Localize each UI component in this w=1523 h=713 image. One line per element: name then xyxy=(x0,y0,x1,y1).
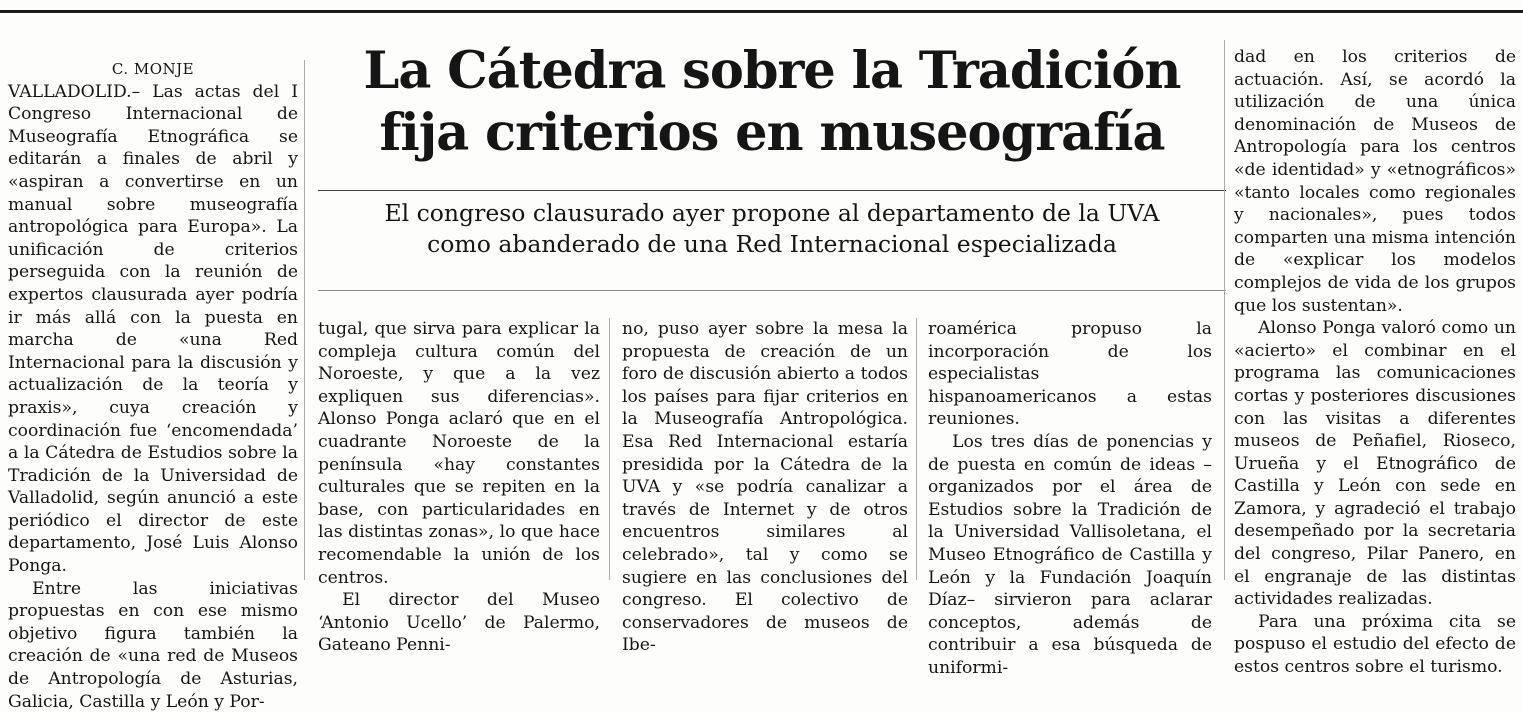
headline-line-2: fija criterios en museografía xyxy=(379,103,1165,163)
column-divider xyxy=(1224,40,1225,580)
column-divider xyxy=(304,60,305,580)
paragraph: dad en los criterios de actuación. Así, se acordó la utilización de una única denominación de Museos de Antropología para los centros «de identidad» y «etnográficos» «tanto locales como regionales y nacionales», pues todos comparten una misma intención de «explicar los modelos complejos de vida de los grupos que los sustentan». xyxy=(1234,47,1516,316)
column-3 xyxy=(622,318,908,657)
paragraph: Para una próxima cita se pospuso el estudio del efecto de estos centros sobre el turismo. xyxy=(1234,611,1516,678)
column-4 xyxy=(928,318,1212,680)
column-2 xyxy=(318,318,600,657)
paragraph: tugal, que sirva para explicar la compleja cultura común del Noroeste, y que a la vez expliquen sus diferencias». Alonso Ponga aclaró que en el cuadrante Noroeste de la península «hay constantes culturales que se repiten en la base, con particularidades en las distintas zonas», lo que hace recomendable la unión de los centros. xyxy=(318,319,600,588)
paragraph: no, puso ayer sobre la mesa la propuesta de creación de un foro de discusión abierto a todos los países para fijar criterios en la Museografía Antropológica. Esa Red Internacional estaría presidida por la Cátedra de la UVA y «se podría canalizar a través de Internet y de otros encuentros similares al celebrado», tal y como se sugiere en las conclusiones del congreso. El colectivo de conservadores de museos de Ibe- xyxy=(622,319,908,656)
subhead-line-2: como abanderado de una Red Internacional especializada xyxy=(427,230,1117,258)
subhead-line-1: El congreso clausurado ayer propone al departamento de la UVA xyxy=(384,199,1160,227)
paragraph: Alonso Ponga valoró como un «acierto» el combinar en el programa las comunicaciones cortas y posteriores discusiones con las visitas a diferentes museos de Peñafiel, Rioseco, Urueña y el Etnográfico de Castilla y León con sede en Zamora, y agradeció el trabajo desempeñado por la secretaria del congreso, Pilar Panero, en el engranaje de las distintas actividades realizadas. xyxy=(1234,318,1516,610)
headline xyxy=(322,40,1222,164)
paragraph: Entre las iniciativas propuestas en con ese mismo objetivo figura también la creación de «una red de Museos de Antropología de Asturias, Galicia, Castilla y León y Por- xyxy=(8,578,298,712)
paragraph: roamérica propuso la incorporación de los especialistas hispanoamericanos a estas reuniones. xyxy=(928,319,1212,430)
column-divider xyxy=(609,318,610,580)
column-divider xyxy=(916,318,917,580)
headline-rule xyxy=(318,190,1226,191)
top-rule xyxy=(0,10,1523,13)
subheadline xyxy=(322,198,1222,260)
paragraph: Los tres días de ponencias y de puesta en común de ideas –organizados por el área de Estudios sobre la Tradición de la Universidad Vallisoletana, el Museo Etnográfico de Castilla y León y la Fundación Joaquín Díaz– sirvieron para aclarar conceptos, además de contribuir a esa búsqueda de uniformi- xyxy=(928,431,1212,678)
subhead-rule xyxy=(318,290,1226,291)
byline: C. MONJE xyxy=(111,60,195,78)
column-5 xyxy=(1234,46,1516,679)
paragraph: El director del Museo ‘Antonio Ucello’ de Palermo, Gateano Penni- xyxy=(318,590,600,656)
paragraph: VALLADOLID.– Las actas del I Congreso Internacional de Museografía Etnográfica se editarán a finales de abril y «aspiran a convertirse en un manual sobre museografía antropológica para Europa». La unificación de criterios perseguida con la reunión de expertos clausurada ayer podría ir más allá con la puesta en marcha de «una Red Internacional para la discusión y actualización de la teoría y praxis», cuya creación y coordinación fue ‘encomendada’ a la Cátedra de Estudios sobre la Tradición de la Universidad de Valladolid, según anunció a este periódico el director de este departamento, José Luis Alonso Ponga. xyxy=(8,81,298,577)
column-1 xyxy=(8,58,298,713)
headline-line-1: La Cátedra sobre la Tradición xyxy=(363,41,1181,101)
